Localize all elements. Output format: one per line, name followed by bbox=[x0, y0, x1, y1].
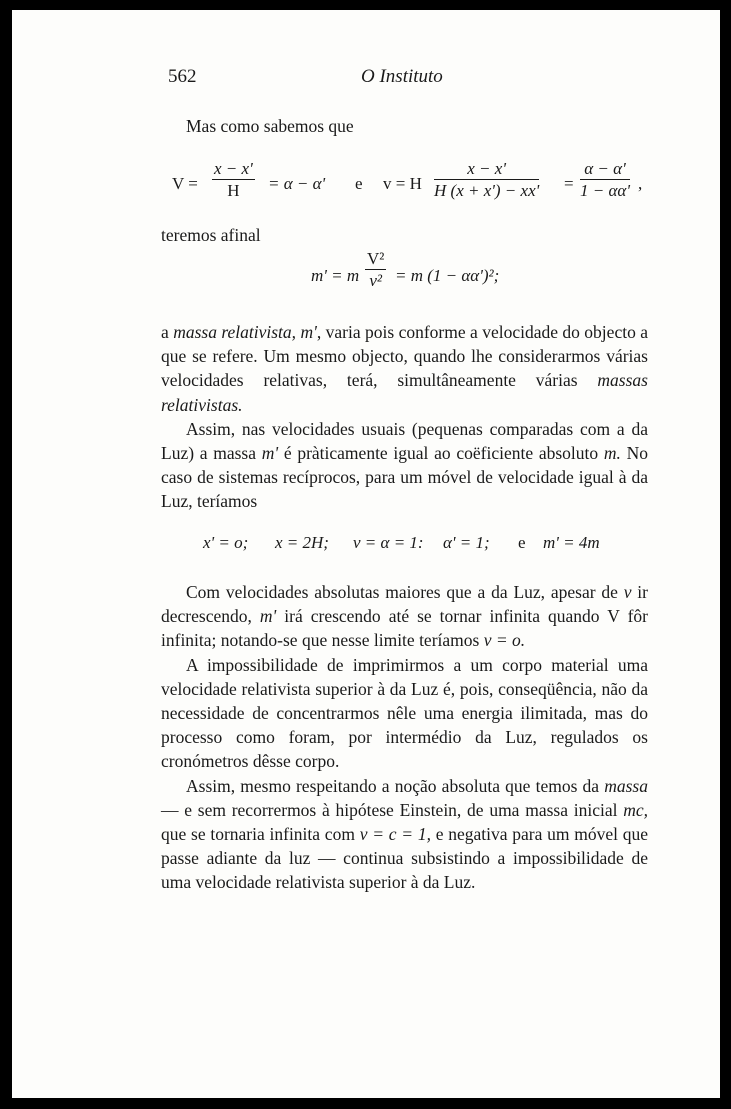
eq3-conjunction: e bbox=[518, 533, 526, 552]
paragraph-teremos bbox=[161, 223, 648, 247]
text-span: ir decrescendo, bbox=[161, 582, 648, 627]
paragraph-text: a massa relativista, m', varia pois conforme a velocidade do objecto a que se refere. Um mesmo objecto, quando lhe considerarmos várias velocidades relativas, terá, simultâneamente várias massas relativistas. bbox=[161, 322, 648, 415]
page-number: 562 bbox=[168, 66, 197, 87]
page-header bbox=[168, 66, 648, 92]
book-page bbox=[12, 10, 720, 1098]
paragraph-intro bbox=[161, 114, 648, 138]
eq2-rhs: = m (1 − αα')²; bbox=[395, 266, 500, 285]
text-span: Assim, mesmo respeitando a noção absoluta que temos da bbox=[186, 775, 605, 796]
text-span: irá crescendo até se tornar infinita quando V fôr infinita; notando-se que nesse limite teríamos bbox=[161, 606, 648, 651]
eq1-lhs: V = bbox=[172, 174, 198, 193]
eq3-term-a: x' = o; bbox=[203, 533, 249, 552]
eq1-fraction-3 bbox=[580, 160, 630, 199]
eq3-term-f: m' = 4m bbox=[543, 533, 600, 552]
em-text: v = c = 1, bbox=[359, 824, 431, 845]
paragraph-text: Mas como sabemos que bbox=[186, 116, 354, 136]
paragraph-text: A impossibilidade de imprimirmos a um corpo material uma velocidade relativista superior à da Luz é, pois, conseqüência, não da necessidade de concentrarmos nêle uma energia ilimitada, mas do processo como foram, por intermédio da Luz, regulados os cronómetros dêsse corpo. bbox=[161, 654, 648, 772]
text-span: , varia pois conforme a velocidade do objecto a que se refere. Um mesmo objecto, quando lhe considerarmos várias velocidades relativas, terá, simultâneamente várias bbox=[161, 322, 648, 391]
text-span: que se tornaria infinita com bbox=[161, 824, 360, 845]
em-text: m' bbox=[300, 322, 317, 342]
em-text: mc, bbox=[623, 799, 648, 820]
running-title: O Instituto bbox=[361, 66, 443, 87]
eq3-term-c: v = α = 1: bbox=[353, 533, 424, 552]
text-span: — e sem recorrermos à hipótese Einstein, de uma massa inicial bbox=[161, 799, 624, 820]
eq2-fraction bbox=[365, 250, 386, 289]
text-span: e negativa para um móvel que passe adiante da luz — continua subsistindo a impossibilidade de uma velocidade relativista superior à da Luz. bbox=[161, 824, 648, 893]
em-text: m' bbox=[261, 443, 279, 464]
eq2-denominator: v² bbox=[369, 271, 383, 290]
paragraph-text: teremos afinal bbox=[161, 225, 261, 245]
paragraph-massa-relativista bbox=[161, 320, 648, 514]
equation-velocity bbox=[172, 160, 652, 210]
eq1-fraction-1 bbox=[212, 160, 255, 199]
em-text: massa bbox=[604, 775, 648, 796]
paragraph-velocidades-absolutas bbox=[161, 580, 648, 895]
eq1-f3-denominator: 1 − αα' bbox=[580, 181, 630, 200]
eq1-comma: , bbox=[638, 174, 643, 193]
eq1-f2-denominator: H (x + x') − xx' bbox=[434, 181, 540, 200]
em-text: m. bbox=[603, 443, 621, 464]
equation-relativistic-mass bbox=[311, 250, 551, 300]
paragraph-text bbox=[161, 774, 648, 895]
em-text: v = o. bbox=[483, 630, 526, 651]
eq2-lhs: m' = m bbox=[311, 266, 360, 285]
em-text: massa relativista, bbox=[173, 322, 297, 342]
eq1-equals: = bbox=[564, 174, 574, 193]
eq1-f1-denominator: H bbox=[227, 181, 240, 200]
paragraph-text bbox=[161, 417, 648, 514]
em-text: v bbox=[623, 582, 632, 602]
eq3-term-b: x = 2H; bbox=[275, 533, 329, 552]
eq2-numerator: V² bbox=[367, 249, 385, 268]
eq1-v-lhs: v = H bbox=[383, 174, 422, 193]
em-text: massas relativistas. bbox=[161, 370, 648, 415]
paragraph-text bbox=[161, 580, 648, 653]
text-span: No caso de sistemas recíprocos, para um móvel de velocidade igual à da Luz, teríamos bbox=[161, 443, 648, 512]
equation-light-speed-values bbox=[203, 533, 623, 559]
text-span: é pràticamente igual ao coëficiente absoluto bbox=[278, 443, 604, 464]
eq1-f2-numerator: x − x' bbox=[434, 160, 539, 180]
eq1-rhs-1: = α − α' bbox=[268, 174, 326, 193]
eq1-fraction-2 bbox=[434, 160, 539, 199]
eq1-conjunction: e bbox=[355, 174, 363, 193]
em-text: m' bbox=[259, 606, 277, 627]
text-span: Com velocidades absolutas maiores que a da Luz, apesar de bbox=[186, 582, 624, 602]
eq1-f1-numerator: x − x' bbox=[214, 159, 253, 178]
text-span: Assim, nas velocidades usuais (pequenas comparadas com a da Luz) a massa bbox=[161, 418, 648, 464]
eq3-term-d: α' = 1; bbox=[443, 533, 490, 552]
eq1-f3-numerator: α − α' bbox=[580, 160, 630, 180]
